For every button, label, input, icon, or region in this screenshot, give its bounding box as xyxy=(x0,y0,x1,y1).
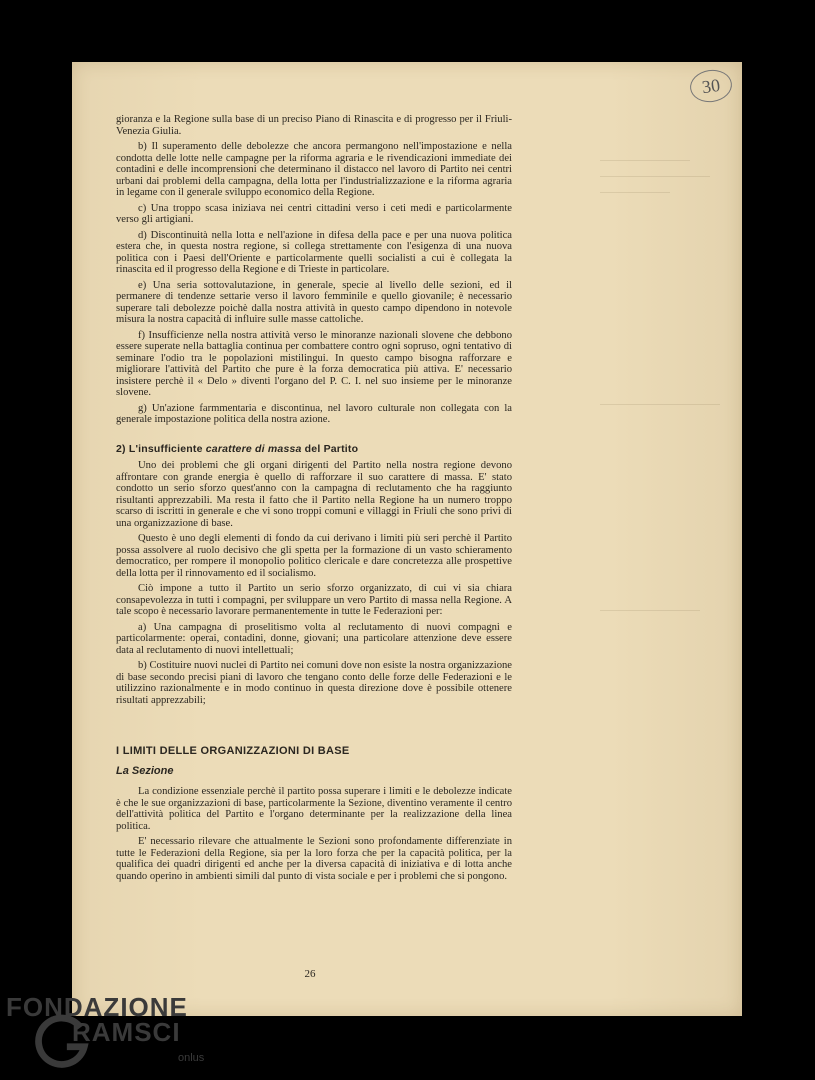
paragraph: Ciò impone a tutto il Partito un serio sforzo organizzato, di cui vi sia chiara consapevolezza in tutti i compagni, per sviluppare un vero Partito di massa nella Regione. A tale scopo è necessario lavorare permanentemente in tutte le Federazioni per: xyxy=(116,583,512,617)
paragraph: e) Una seria sottovalutazione, in generale, specie al livello delle sezioni, ed il permanere di tendenze settarie verso il lavoro femminile e quello giovanile; è necessario superare tali debolezze poichè dalla nostra attività in questo campo dipendono in notevole misura la nostra capacità di influire sulle masse cattoliche. xyxy=(116,279,512,325)
watermark-line2: RAMSCI xyxy=(72,1017,181,1047)
paragraph: d) Discontinuità nella lotta e nell'azione in difesa della pace e per una nuova politica estera che, in questa nostra regione, si collega strettamente con l'esigenza di una nuova politica con i Paesi dell'Oriente e particolarmente quelli socialisti a cui è collegata la rinascita ed il progresso della Regione e di Trieste in particolare. xyxy=(116,229,512,275)
paragraph: f) Insufficienze nella nostra attività verso le minoranze nazionali slovene che debbono essere superate nella battaglia continua per combattere contro ogni sopruso, ogni tentativo di seminare l'odio tra le popolazioni mistilingui. In questo campo bisogna rafforzare e migliorare l'attività del Partito che pure è la forza democratica più attiva. E' necessario insistere perchè il « Delo » diventi l'organo del P. C. I. nel suo insieme per le minoranze slovene. xyxy=(116,329,512,398)
paragraph: a) Una campagna di proselitismo volta al reclutamento di nuovi compagni e particolarmente: operai, contadini, donne, giovani; una particolare attenzione deve essere data al reclutamento di nuovi intellettuali; xyxy=(116,621,512,656)
paragraph: b) Costituire nuovi nuclei di Partito nei comuni dove non esiste la nostra organizzazione di base secondo precisi piani di lavoro che tengano conto delle forze delle Federazioni e le utilizzino razionalmente e in modo continuo in questa direzione dove è possibile ottenere risultati apprezzabili; xyxy=(116,660,512,706)
paragraph: E' necessario rilevare che attualmente le Sezioni sono profondamente differenziate in tutte le Federazioni della Regione, sia per la loro forza che per la capacità politica, per la qualifica dei quadri dirigenti ed anche per la diversa capacità di iniziativa e di lotta anche quando operino in ambienti simili dal punto di vista sociale e per i problemi che si pongono. xyxy=(116,836,512,882)
document-body xyxy=(116,114,512,886)
section-heading: 2) L'insufficiente carattere di massa del Partito xyxy=(116,442,359,455)
chapter-heading: I LIMITI DELLE ORGANIZZAZIONI DI BASE xyxy=(116,745,350,757)
handwritten-page-number: 30 xyxy=(688,67,734,105)
sub-heading: La Sezione xyxy=(116,764,174,777)
watermark-sub: onlus xyxy=(178,1052,205,1064)
watermark-logo xyxy=(6,992,226,1072)
paragraph: g) Un'azione farmmentaria e discontinua, nel lavoro culturale non collegata con la generale impostazione politica della nostra azione. xyxy=(116,402,512,425)
paragraph: La condizione essenziale perchè il partito possa superare i limiti e le debolezze indicate è che le sue organizzazioni di base, particolarmente la Sezione, diventino veramente il centro dell'attività politica del Partito e l'organo determinante per la realizzazione della linea politica. xyxy=(116,786,512,832)
paragraph: Questo è uno degli elementi di fondo da cui derivano i limiti più seri perchè il Partito possa assolvere al ruolo decisivo che gli spetta per la formazione di un vasto schieramento democratico, per rompere il monopolio politico clericale e dare concretezza alle prospettive della lotta per il rinnovamento ed il socialismo. xyxy=(116,533,512,579)
paragraph: c) Una troppo scasa iniziava nei centri cittadini verso i ceti medi e particolarmente verso gli artigiani. xyxy=(116,202,512,225)
watermark-line1: FONDAZIONE xyxy=(6,992,188,1022)
paragraph: b) Il superamento delle debolezze che ancora permangono nell'impostazione e nella condotta delle lotte nelle campagne per la riforma agraria e le rivendicazioni immediate dei contadini e delle incomprensioni che determinano il distacco nel lavoro di Partito nei centri urbani dai problemi della campagna, della lotta per l'industrializzazione e la riforma agraria in legame con il generale sviluppo economico della Regione. xyxy=(116,141,512,198)
bleed-through-marks xyxy=(600,140,730,141)
paragraph: gioranza e la Regione sulla base di un preciso Piano di Rinascita e di progresso per il Friuli-Venezia Giulia. xyxy=(116,114,512,137)
page-number: 26 xyxy=(304,968,316,980)
paragraph: Uno dei problemi che gli organi dirigenti del Partito nella nostra regione devono affrontare con grande energia è quello di rafforzare il suo carattere di massa. E' stato condotto un serio sforzo quest'anno con la campagna di reclutamento che ha raggiunto risultanti apprezzabili. Ma resta il fatto che il Partito nella Regione ha un numero troppo scarso di iscritti in generale e che vi sono troppi comuni e villaggi in Friuli che sono privi di una organizzazione di base. xyxy=(116,460,512,529)
